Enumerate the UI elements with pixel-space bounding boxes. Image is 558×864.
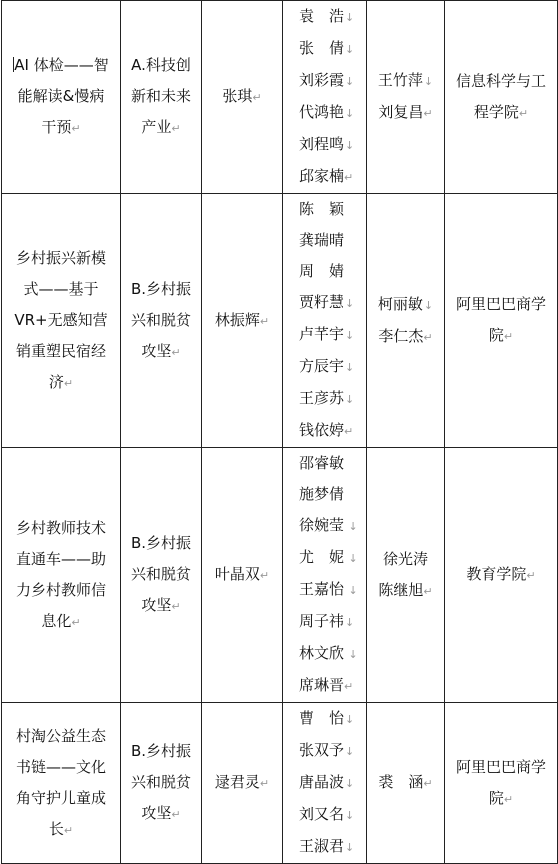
paragraph-mark-icon: ↵ xyxy=(344,171,354,184)
line-break-icon: ↓ xyxy=(345,329,355,342)
category-line: B.乡村振 xyxy=(130,534,192,552)
project-name-cell xyxy=(2,703,121,864)
category-cell xyxy=(121,1,202,194)
line-break-icon: ↓ xyxy=(345,745,355,758)
members-cell xyxy=(283,448,367,703)
member-name: 刘彩霞 xyxy=(299,71,345,89)
category-line: 兴和脱贫 xyxy=(130,310,191,329)
member-name: 周子祎 xyxy=(299,612,345,630)
project-table xyxy=(1,0,558,864)
college-line: 信息科学与工 xyxy=(455,71,546,90)
project-name-line: 直通车——助 xyxy=(15,549,106,568)
college-cell xyxy=(445,194,558,448)
advisor-name: 刘复昌 xyxy=(378,103,424,121)
leader-name: 张琪 xyxy=(222,87,253,105)
paragraph-mark-icon: ↵ xyxy=(63,823,74,837)
member-name: 王嘉怡 xyxy=(299,580,345,598)
college-line: 程学院 xyxy=(473,102,519,121)
category-line: 攻坚 xyxy=(141,804,172,822)
paragraph-mark-icon: ↵ xyxy=(71,615,81,629)
line-break-icon: ↓ xyxy=(345,520,358,533)
category-cell xyxy=(121,703,202,864)
paragraph-mark-icon: ↵ xyxy=(252,91,262,104)
member-name: 龚瑞晴 xyxy=(299,231,345,249)
project-name-line: 销重塑民宿经 xyxy=(15,341,106,360)
category-line: 产业 xyxy=(141,118,172,136)
category-cell xyxy=(121,194,202,448)
member-name: 邵睿敏 xyxy=(299,454,345,472)
member-name: 钱依婷 xyxy=(299,421,345,439)
advisors-cell xyxy=(367,194,445,448)
member-name: 尤 妮 xyxy=(299,548,345,566)
line-break-icon: ↓ xyxy=(345,43,355,56)
table-row xyxy=(2,703,558,864)
project-name-line: 书链——文化 xyxy=(15,757,106,776)
paragraph-mark-icon: ↵ xyxy=(259,314,270,328)
advisor-name: 陈继旭 xyxy=(378,580,424,599)
member-name: 唐晶波 xyxy=(299,773,345,791)
line-break-icon: ↓ xyxy=(345,393,355,406)
college-line: 院 xyxy=(488,326,504,344)
paragraph-mark-icon: ↵ xyxy=(526,569,536,582)
leader-cell xyxy=(202,194,283,448)
member-name: 徐婉莹 xyxy=(299,516,345,534)
college-line: 教育学院 xyxy=(466,565,527,583)
leader-name: 林振辉 xyxy=(214,310,260,329)
member-name: 刘程鸣 xyxy=(299,135,345,153)
project-name-line: 乡村振兴新模 xyxy=(15,248,106,267)
member-name: 邱家楠 xyxy=(299,167,345,185)
leader-name: 逯君灵 xyxy=(214,773,260,791)
leader-cell xyxy=(202,448,283,703)
line-break-icon: ↓ xyxy=(345,107,355,120)
paragraph-mark-icon: ↵ xyxy=(518,106,529,120)
member-name: 曹 怡 xyxy=(299,709,345,727)
project-name-line: 力乡村教师信 xyxy=(15,580,106,599)
table-row xyxy=(2,194,558,448)
college-cell xyxy=(445,448,558,703)
college-cell xyxy=(445,703,558,864)
category-line: 兴和脱贫 xyxy=(130,565,191,583)
advisor-name: 裘 涵 xyxy=(378,773,424,791)
project-name-line: 式——基于 xyxy=(23,279,99,298)
member-name: 张 倩 xyxy=(299,39,345,57)
category-line: 新和未来 xyxy=(130,87,191,105)
line-break-icon: ↓ xyxy=(345,616,355,629)
leader-cell xyxy=(202,703,283,864)
line-break-icon: ↓ xyxy=(345,777,355,790)
project-name-line: 干预 xyxy=(41,118,72,136)
paragraph-mark-icon: ↵ xyxy=(503,330,514,343)
category-line: B.乡村振 xyxy=(130,742,192,760)
paragraph-mark-icon: ↵ xyxy=(71,122,81,135)
member-name: 刘又名 xyxy=(299,805,345,823)
paragraph-mark-icon: ↵ xyxy=(344,680,354,693)
college-line: 院 xyxy=(488,788,504,807)
advisors-cell xyxy=(367,1,445,194)
project-name-line: 村淘公益生态 xyxy=(15,726,106,745)
members-cell xyxy=(283,703,367,864)
project-name-cell xyxy=(2,1,121,194)
member-name: 贾籽慧 xyxy=(299,293,345,311)
project-name-line: 息化 xyxy=(41,611,72,630)
paragraph-mark-icon: ↵ xyxy=(171,600,181,613)
category-line: A.科技创 xyxy=(131,56,191,74)
leader-cell xyxy=(202,1,283,194)
advisors-cell xyxy=(367,703,445,864)
paragraph-mark-icon: ↵ xyxy=(259,569,270,582)
line-break-icon: ↓ xyxy=(345,648,358,661)
paragraph-mark-icon: ↵ xyxy=(171,345,181,359)
paragraph-mark-icon: ↵ xyxy=(171,122,181,135)
advisor-name: 柯丽敏 xyxy=(377,294,423,313)
table-row xyxy=(2,448,558,703)
member-name: 林文欣 xyxy=(299,644,345,662)
member-name: 代鸿艳 xyxy=(299,103,345,121)
project-name-line: 济 xyxy=(48,372,64,391)
line-break-icon: ↓ xyxy=(345,584,358,597)
category-line: 攻坚 xyxy=(141,596,172,614)
member-name: 王淑君 xyxy=(299,837,345,855)
members-cell xyxy=(283,1,367,194)
member-name: 张双予 xyxy=(299,741,345,759)
line-break-icon: ↓ xyxy=(423,298,434,312)
member-name: 周 婧 xyxy=(299,262,345,280)
line-break-icon: ↓ xyxy=(345,809,355,822)
leader-name: 叶晶双 xyxy=(214,565,260,583)
category-line: 兴和脱贫 xyxy=(130,773,191,791)
paragraph-mark-icon: ↵ xyxy=(63,376,74,390)
line-break-icon: ↓ xyxy=(345,11,355,24)
member-name: 席琳晋 xyxy=(299,676,345,694)
line-break-icon: ↓ xyxy=(423,75,434,88)
college-cell xyxy=(445,1,558,194)
line-break-icon: ↓ xyxy=(345,552,358,565)
college-line: 阿里巴巴商学 xyxy=(455,757,546,776)
paragraph-mark-icon: ↵ xyxy=(423,330,433,344)
line-break-icon: ↓ xyxy=(345,361,355,374)
paragraph-mark-icon: ↵ xyxy=(259,777,270,790)
category-cell xyxy=(121,448,202,703)
member-name: 卢芊宇 xyxy=(299,325,345,343)
category-line: B.乡村振 xyxy=(130,279,192,298)
member-name: 方辰宇 xyxy=(299,357,345,375)
project-name-line: AI 体检——智 xyxy=(14,56,109,74)
member-name: 施梦倩 xyxy=(299,485,345,503)
paragraph-mark-icon: ↵ xyxy=(503,792,514,806)
advisor-name: 李仁杰 xyxy=(378,326,424,345)
advisor-name: 王竹萍 xyxy=(377,71,423,89)
paragraph-mark-icon: ↵ xyxy=(423,107,433,120)
advisors-cell xyxy=(367,448,445,703)
project-name-line: 能解读&慢病 xyxy=(17,87,105,105)
line-break-icon: ↓ xyxy=(345,841,355,854)
advisor-name: 徐光涛 xyxy=(382,549,428,568)
paragraph-mark-icon: ↵ xyxy=(423,584,433,598)
member-name: 袁 浩 xyxy=(299,7,345,25)
project-name-line: 长 xyxy=(48,819,64,838)
project-name-cell xyxy=(2,194,121,448)
project-name-cell xyxy=(2,448,121,703)
line-break-icon: ↓ xyxy=(345,139,355,152)
member-name: 王彦苏 xyxy=(299,389,345,407)
project-name-line: 角守护儿童成 xyxy=(15,788,106,807)
line-break-icon: ↓ xyxy=(345,297,355,310)
paragraph-mark-icon: ↵ xyxy=(344,425,354,438)
paragraph-mark-icon: ↵ xyxy=(423,777,433,790)
table-row xyxy=(2,1,558,194)
project-name-line: VR+无感知营 xyxy=(14,310,108,329)
member-name: 陈 颖 xyxy=(299,200,345,218)
project-name-line: 乡村教师技术 xyxy=(15,518,106,537)
line-break-icon: ↓ xyxy=(345,713,355,726)
line-break-icon: ↓ xyxy=(345,75,355,88)
category-line: 攻坚 xyxy=(141,341,172,360)
college-line: 阿里巴巴商学 xyxy=(455,295,546,313)
members-cell xyxy=(283,194,367,448)
paragraph-mark-icon: ↵ xyxy=(171,808,181,821)
